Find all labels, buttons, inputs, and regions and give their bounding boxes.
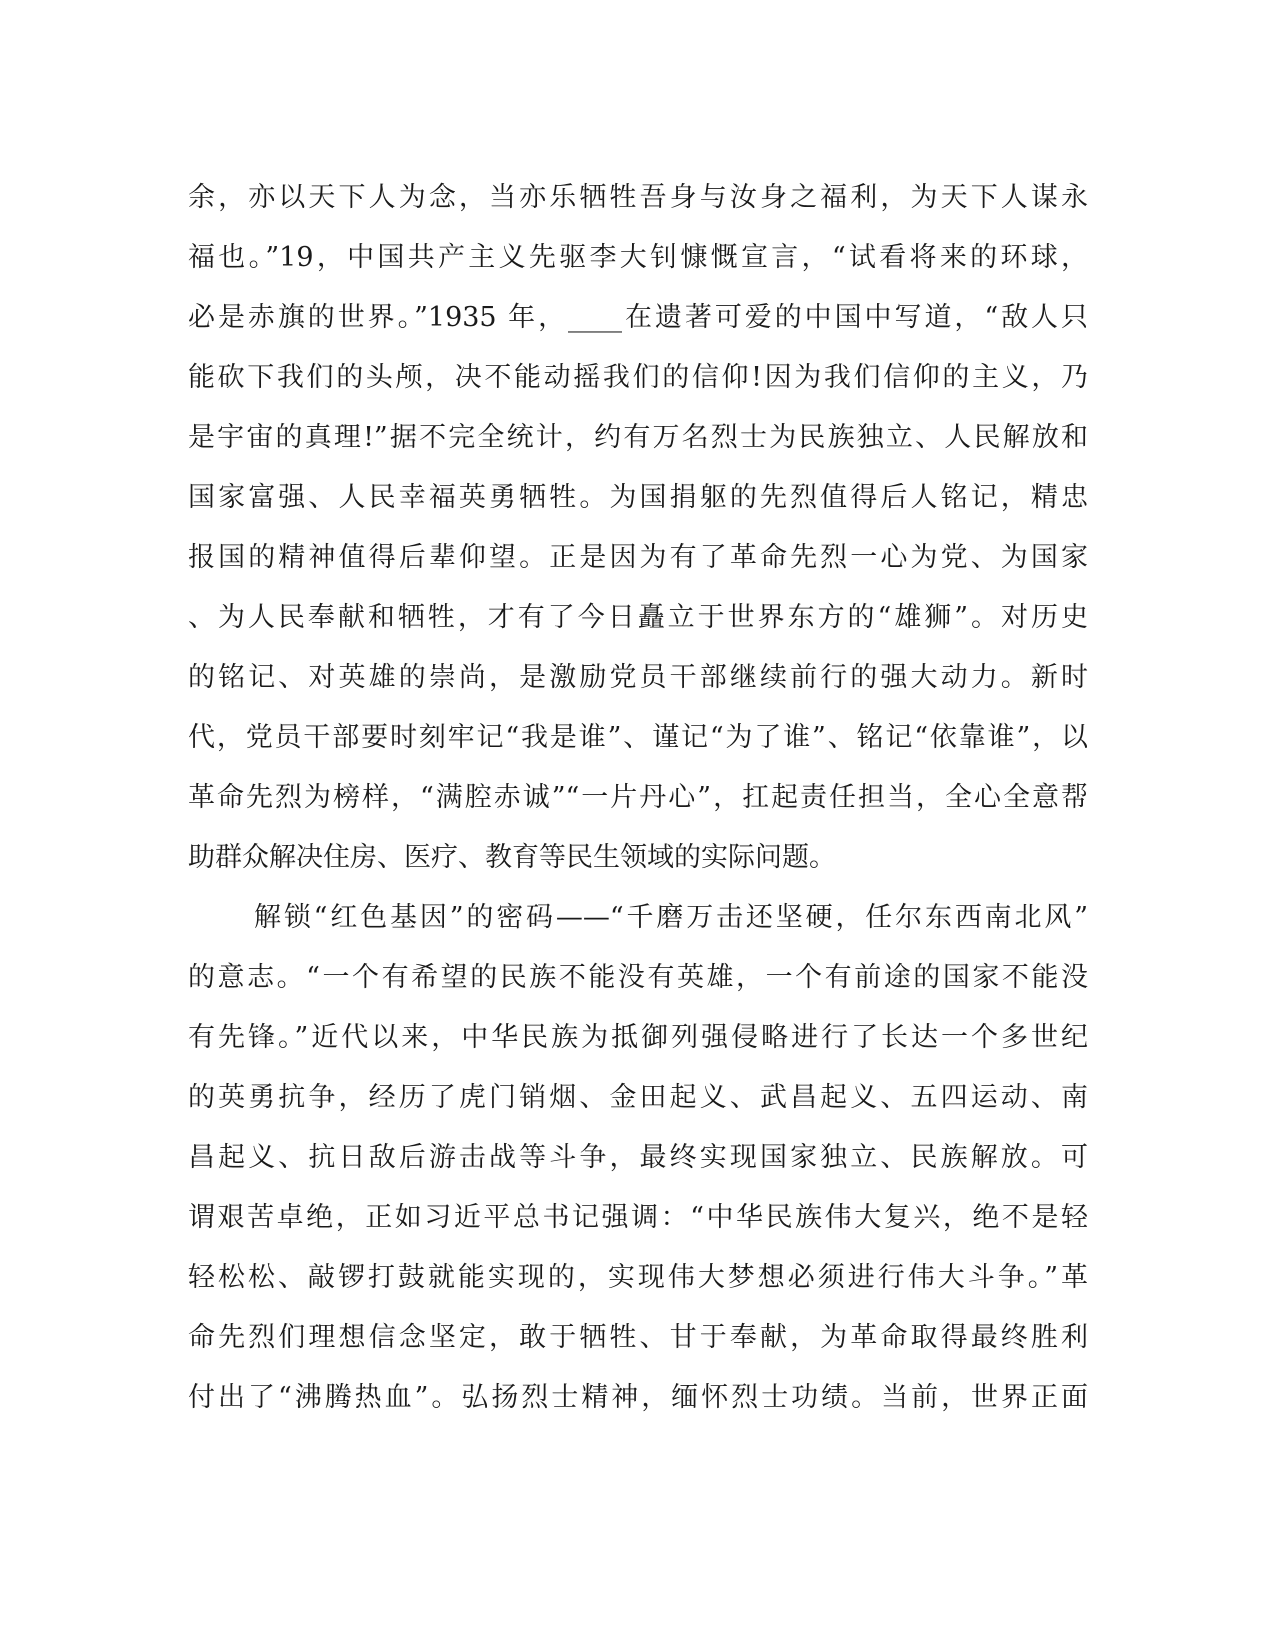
text-line: 能砍下我们的头颅，决不能动摇我们的信仰!因为我们信仰的主义，乃 [188,362,1088,393]
text-line: 国家富强、人民幸福英勇牺牲。为国捐躯的先烈值得后人铭记，精忠 [188,482,1088,513]
text-line: 付出了“沸腾热血”。弘扬烈士精神，缅怀烈士功绩。当前，世界正面 [188,1382,1088,1413]
text-line: 代，党员干部要时刻牢记“我是谁”、谨记“为了谁”、铭记“依靠谁”，以 [188,722,1088,753]
text-line: 必是赤旗的世界。”1935 年，____在遗著可爱的中国中写道，“敌人只 [188,302,1088,333]
paragraph-start-line: 解锁“红色基因”的密码——“千磨万击还坚硬，任尔东西南北风” [254,902,1088,933]
text-line: 的英勇抗争，经历了虎门销烟、金田起义、武昌起义、五四运动、南 [188,1082,1088,1113]
text-line: 有先锋。”近代以来，中华民族为抵御列强侵略进行了长达一个多世纪 [188,1022,1088,1053]
text-line: 的意志。“一个有希望的民族不能没有英雄，一个有前途的国家不能没 [188,962,1088,993]
text-line: 革命先烈为榜样，“满腔赤诚”“一片丹心”，扛起责任担当，全心全意帮 [188,782,1088,813]
text-line: 福也。”19，中国共产主义先驱李大钊慷慨宣言，“试看将来的环球， [188,242,1088,273]
text-line: 余，亦以天下人为念，当亦乐牺牲吾身与汝身之福利，为天下人谋永 [188,182,1088,213]
text-line: 轻松松、敲锣打鼓就能实现的，实现伟大梦想必须进行伟大斗争。”革 [188,1262,1088,1293]
body-text [188,168,1088,1428]
text-line: 谓艰苦卓绝，正如习近平总书记强调：“中华民族伟大复兴，绝不是轻 [188,1202,1088,1233]
text-line: 的铭记、对英雄的崇尚，是激励党员干部继续前行的强大动力。新时 [188,662,1088,693]
text-line: 助群众解决住房、医疗、教育等民生领域的实际问题。 [188,842,836,873]
text-line: 、为人民奉献和牺牲，才有了今日矗立于世界东方的“雄狮”。对历史 [188,602,1088,633]
text-line: 是宇宙的真理!”据不完全统计，约有万名烈士为民族独立、人民解放和 [188,422,1088,453]
text-line: 报国的精神值得后辈仰望。正是因为有了革命先烈一心为党、为国家 [188,542,1088,573]
text-line: 命先烈们理想信念坚定，敢于牺牲、甘于奉献，为革命取得最终胜利 [188,1322,1088,1353]
text-line: 昌起义、抗日敌后游击战等斗争，最终实现国家独立、民族解放。可 [188,1142,1088,1173]
